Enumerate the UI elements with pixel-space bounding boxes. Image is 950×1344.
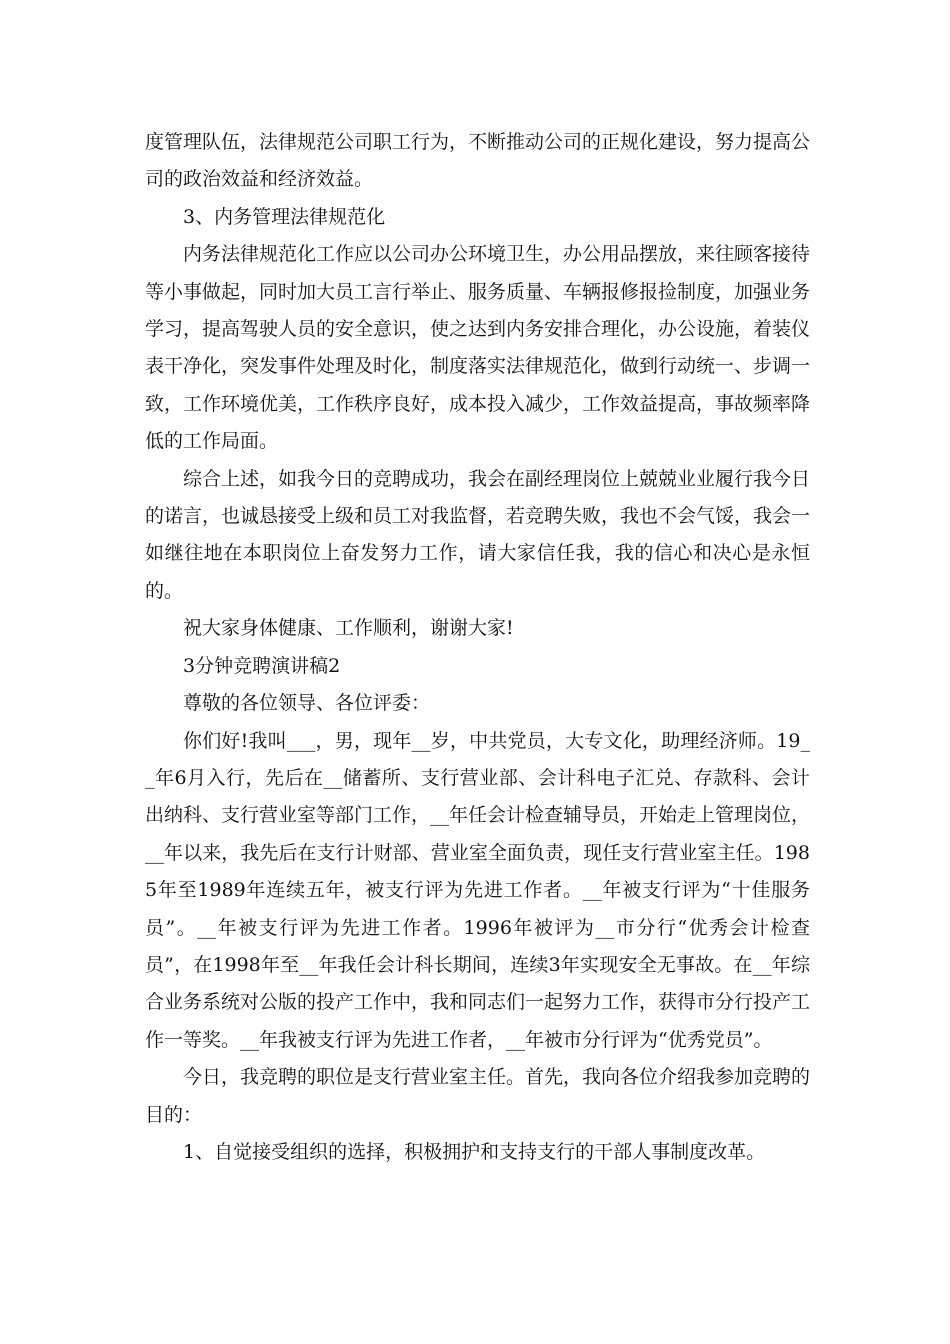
paragraph-4: 综合上述，如我今日的竞聘成功，我会在副经理岗位上兢兢业业履行我今日的诺言，也诚恳接受上级和员工对我监督，若竞聘失败，我也不会气馁，我会一如继往地在本职岗位上奋发努力工作，请大家信任我，我的信心和决心是永恒的。 [145,467,811,602]
document-body [145,124,810,1171]
salutation: 尊敬的各位领导、各位评委： [183,692,431,715]
paragraph-8: 你们好!我叫___，男，现年__岁，中共党员，大专文化，助理经济师。19__年6月入行，先后在__储蓄所、支行营业部、会计科电子汇兑、存款科、会计出纳科、支行营业室等部门工作，__年任会计检查辅导员，开始走上管理岗位，__年以来，我先后在支行计财部、营业室全面负责，现任支行营业室主任。1985年至1989年连续五年，被支行评为先进工作者。__年被支行评为“十佳服务员”。__年被支行评为先进工作者。1996年被评为__市分行“优秀会计检查员”，在1998年至__年我任会计科长期间，连续3年实现安全无事故。在__年综合业务系统对公版的投产工作中，我和同志们一起努力工作，获得市分行投产工作一等奖。__年我被支行评为先进工作者，__年被市分行评为“优秀党员”。 [145,729,811,1051]
section-heading-3: 3、内务管理法律规范化 [183,205,386,228]
paragraph-9: 今日，我竞聘的职位是支行营业室主任。首先，我向各位介绍我参加竞聘的目的： [145,1066,811,1126]
paragraph-5: 祝大家身体健康、工作顺利，谢谢大家! [183,617,514,640]
paragraph-1: 度管理队伍，法律规范公司职工行为，不断推动公司的正规化建设，努力提高公司的政治效益和经济效益。 [145,131,811,191]
list-item-1: 1、自觉接受组织的选择，积极拥护和支持支行的干部人事制度改革。 [183,1140,766,1163]
speech-title: 3分钟竞聘演讲稿2 [183,654,341,677]
paragraph-3: 内务法律规范化工作应以公司办公环境卫生，办公用品摆放，来往顾客接待等小事做起，同时加大员工言行举止、服务质量、车辆报修报捡制度，加强业务学习，提高驾驶人员的安全意识，使之达到内务安排合理化，办公设施，着装仪表干净化，突发事件处理及时化，制度落实法律规范化，做到行动统一、步调一致，工作环境优美，工作秩序良好，成本投入减少，工作效益提高，事故频率降低的工作局面。 [145,243,811,453]
